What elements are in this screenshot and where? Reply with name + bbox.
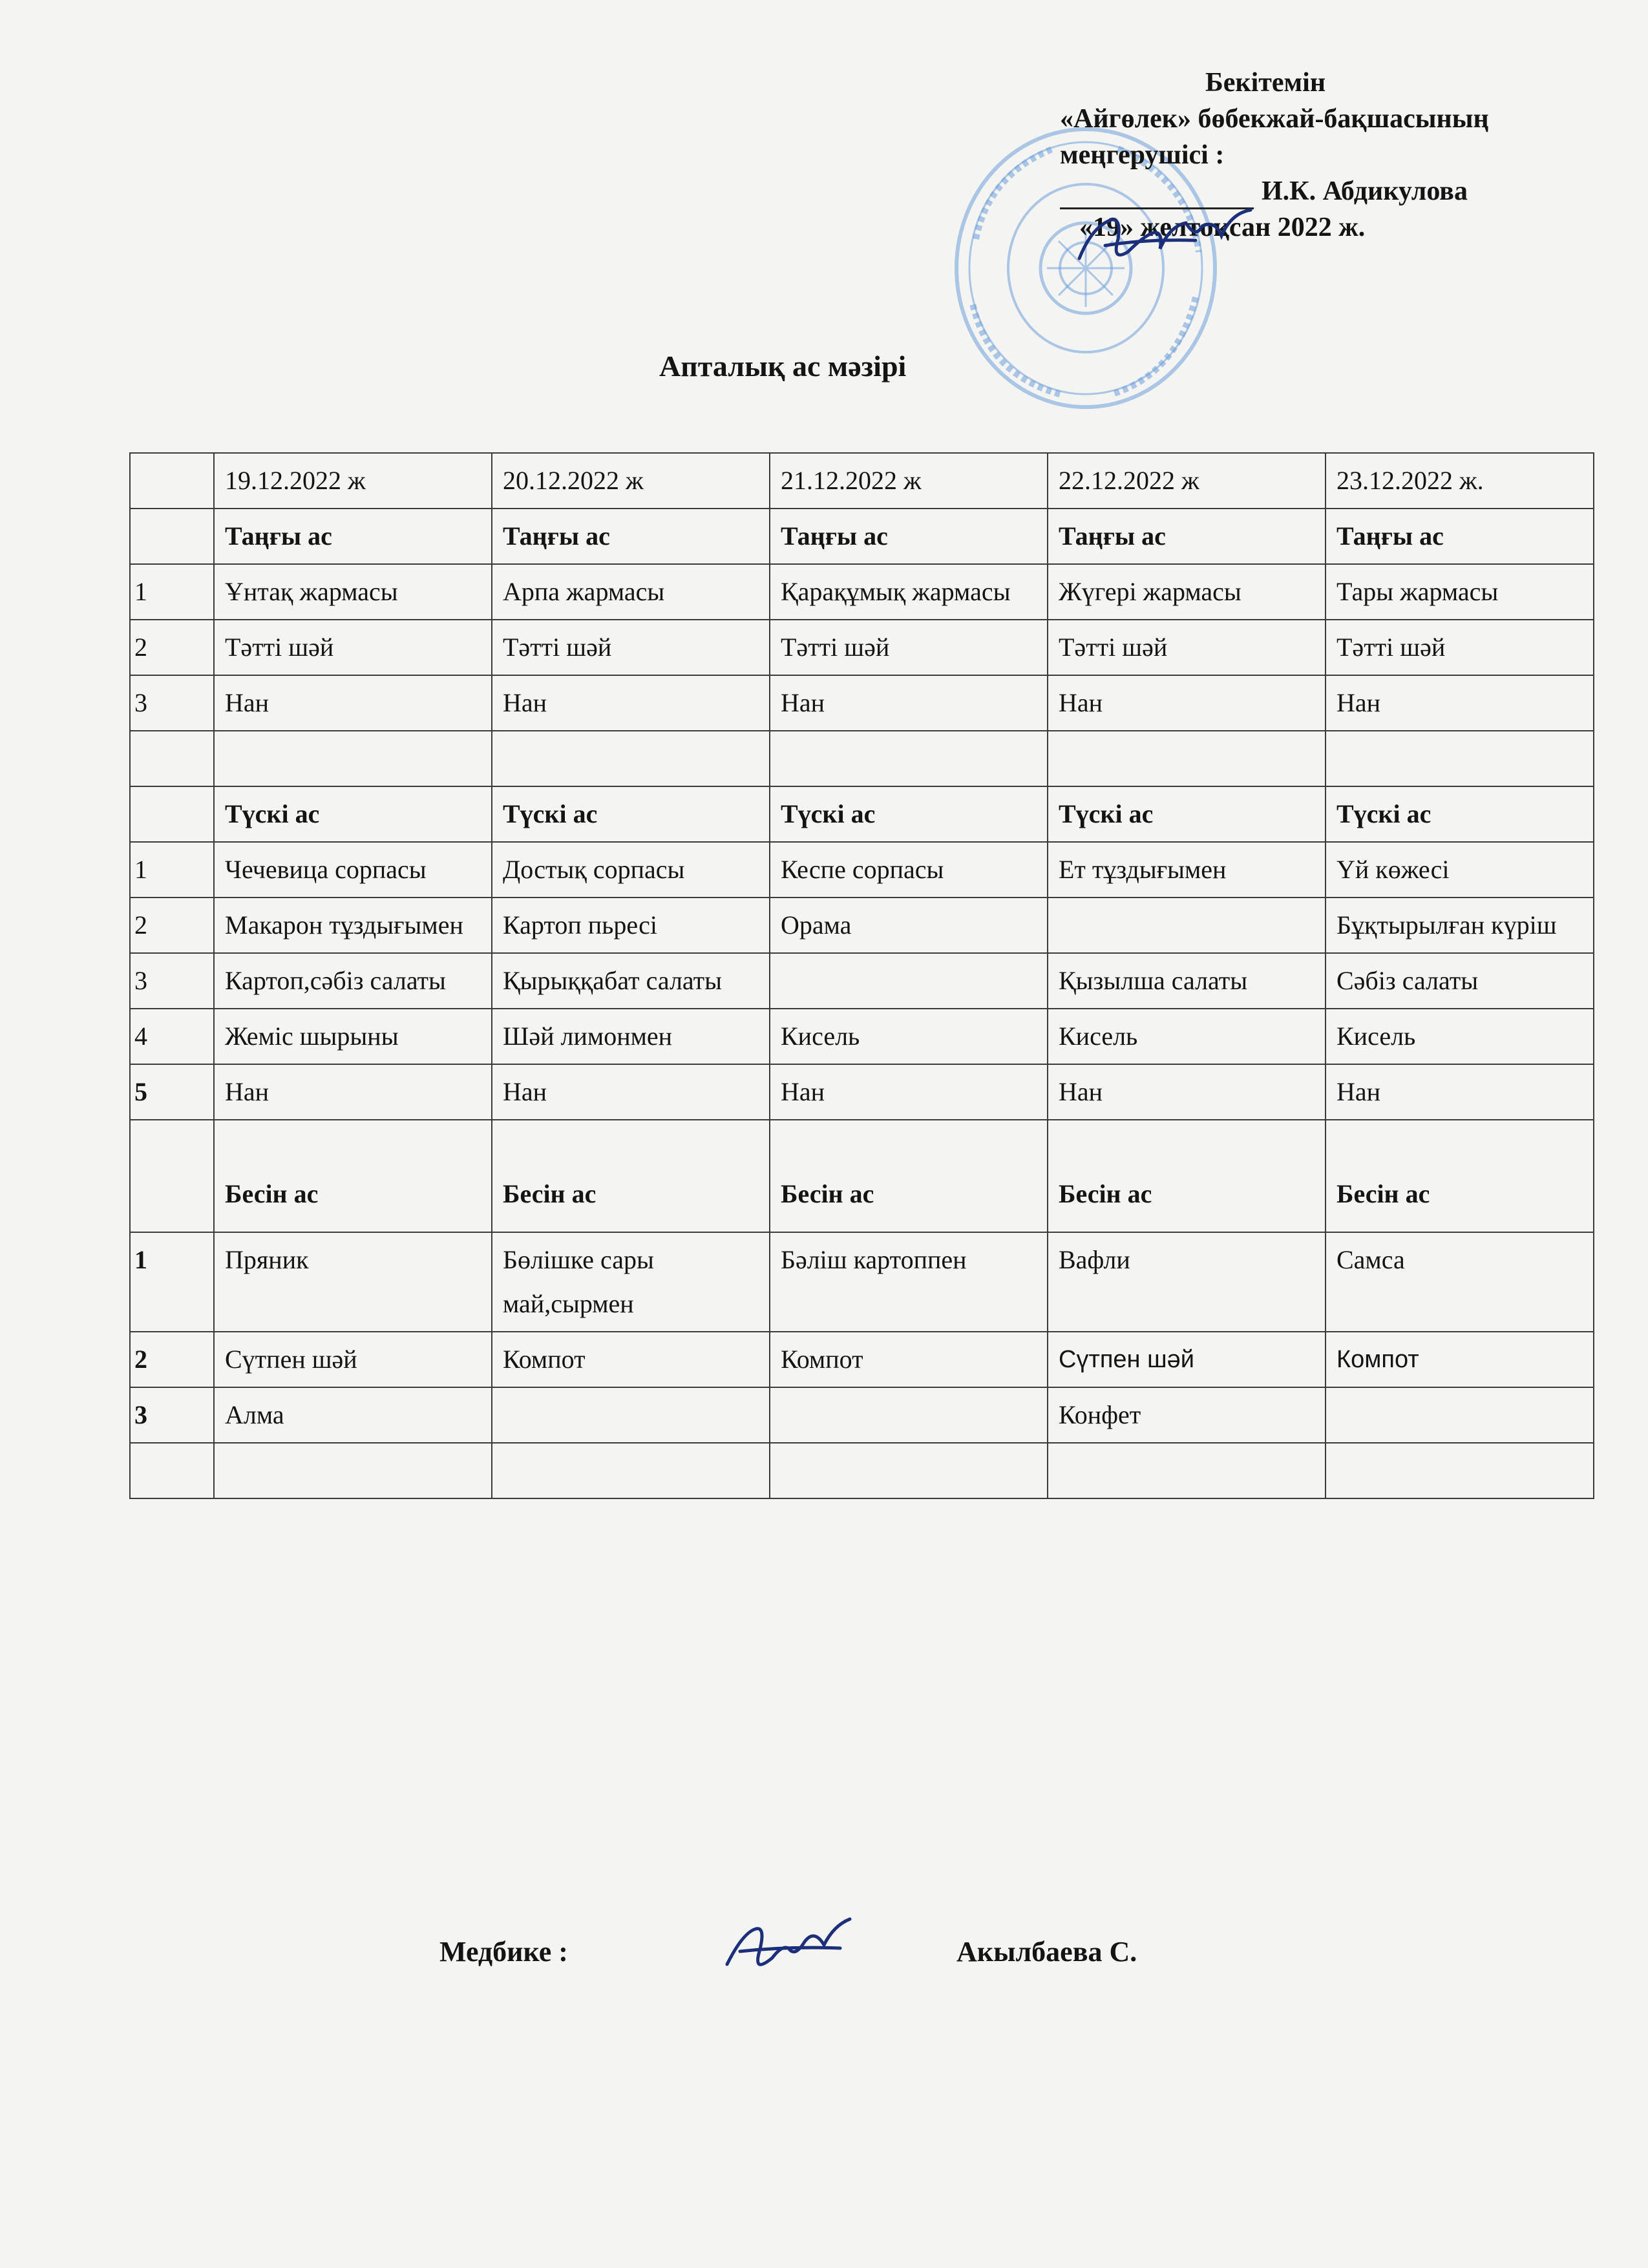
menu-item [770, 953, 1048, 1009]
menu-item: Кисель [770, 1009, 1048, 1064]
menu-item: Кисель [1048, 1009, 1326, 1064]
document-title: Апталық ас мәзірі [659, 350, 907, 383]
menu-item: Ұнтақ жармасы [214, 564, 492, 620]
date-cell: 19.12.2022 ж [214, 453, 492, 509]
nurse-signature-icon [717, 1913, 860, 1984]
row-number: 3 [130, 675, 214, 731]
meal-label: Бесін ас [492, 1120, 770, 1232]
menu-item [770, 1387, 1048, 1443]
menu-item: Кеспе сорпасы [770, 842, 1048, 898]
meal-label: Түскі ас [770, 786, 1048, 842]
table-row [130, 1009, 1594, 1064]
date-cell: 22.12.2022 ж [1048, 453, 1326, 509]
menu-item [1048, 898, 1326, 953]
menu-item: Жүгері жармасы [1048, 564, 1326, 620]
meal-label: Таңғы ас [770, 509, 1048, 564]
menu-item: Сүтпен шәй [1048, 1332, 1326, 1387]
snack-header-row [130, 1120, 1594, 1232]
meal-label: Таңғы ас [214, 509, 492, 564]
row-number: 4 [130, 1009, 214, 1064]
approval-signatory-name: И.К. Абдикулова [1262, 176, 1468, 206]
menu-item: Алма [214, 1387, 492, 1443]
menu-item: Нан [1326, 1064, 1594, 1120]
table-row [130, 1232, 1594, 1332]
nurse-label: Медбике : [439, 1936, 568, 1968]
row-number: 1 [130, 1232, 214, 1332]
menu-item: Қызылша салаты [1048, 953, 1326, 1009]
menu-item [1326, 1387, 1594, 1443]
menu-item: Картоп,сәбіз салаты [214, 953, 492, 1009]
table-row [130, 953, 1594, 1009]
menu-item: Достық сорпасы [492, 842, 770, 898]
date-header-row [130, 453, 1594, 509]
menu-item: Компот [1326, 1332, 1594, 1387]
menu-item: Шәй лимонмен [492, 1009, 770, 1064]
menu-item: Сәбіз салаты [1326, 953, 1594, 1009]
director-signature-icon [1066, 200, 1260, 278]
menu-item: Нан [1326, 675, 1594, 731]
menu-item: Самса [1326, 1232, 1594, 1332]
menu-item: Жеміс шырыны [214, 1009, 492, 1064]
menu-item: Макарон тұздығымен [214, 898, 492, 953]
approval-position: меңгерушісі : [1060, 140, 1225, 170]
row-number: 1 [130, 564, 214, 620]
weekly-menu-table [129, 452, 1594, 1499]
menu-item: Бұқтырылған күріш [1326, 898, 1594, 953]
menu-item: Үй көжесі [1326, 842, 1594, 898]
meal-label: Түскі ас [1048, 786, 1326, 842]
row-number: 2 [130, 1332, 214, 1387]
menu-item: Кисель [1326, 1009, 1594, 1064]
menu-item: Ет тұздығымен [1048, 842, 1326, 898]
row-number: 3 [130, 953, 214, 1009]
menu-item: Арпа жармасы [492, 564, 770, 620]
menu-item: Бөлішке сары май,сырмен [492, 1232, 770, 1332]
menu-item: Нан [214, 675, 492, 731]
menu-item [492, 1387, 770, 1443]
row-number: 1 [130, 842, 214, 898]
meal-label: Таңғы ас [1326, 509, 1594, 564]
table-row [130, 842, 1594, 898]
breakfast-header-row [130, 509, 1594, 564]
nurse-signature-block [439, 1935, 1137, 1968]
table-row [130, 898, 1594, 953]
approval-heading: Бекітемін [1205, 68, 1326, 98]
table-row [130, 675, 1594, 731]
meal-label: Таңғы ас [1048, 509, 1326, 564]
date-cell: 23.12.2022 ж. [1326, 453, 1594, 509]
menu-item: Нан [492, 1064, 770, 1120]
corner-cell [130, 453, 214, 509]
menu-item: Нан [1048, 675, 1326, 731]
table-row [130, 1064, 1594, 1120]
meal-label: Бесін ас [214, 1120, 492, 1232]
table-row [130, 564, 1594, 620]
meal-label: Бесін ас [1048, 1120, 1326, 1232]
row-number: 3 [130, 1387, 214, 1443]
approval-date: «19» желтоқсан 2022 ж. [1079, 213, 1366, 242]
menu-item: Нан [492, 675, 770, 731]
menu-item: Тәтті шәй [492, 620, 770, 675]
meal-label: Бесін ас [770, 1120, 1048, 1232]
menu-item: Чечевица сорпасы [214, 842, 492, 898]
empty-row [130, 1443, 1594, 1498]
menu-item: Бәліш картоппен [770, 1232, 1048, 1332]
table-row [130, 620, 1594, 675]
row-number: 5 [130, 1064, 214, 1120]
table-row [130, 1387, 1594, 1443]
empty-row [130, 731, 1594, 786]
meal-label: Таңғы ас [492, 509, 770, 564]
meal-label: Бесін ас [1326, 1120, 1594, 1232]
menu-item: Нан [770, 675, 1048, 731]
meal-label: Түскі ас [214, 786, 492, 842]
menu-item: Сүтпен шәй [214, 1332, 492, 1387]
menu-item: Тәтті шәй [1326, 620, 1594, 675]
approval-org: «Айгөлек» бөбекжай-бақшасының [1060, 104, 1489, 134]
meal-label: Түскі ас [1326, 786, 1594, 842]
nurse-name: Акылбаева С. [956, 1936, 1137, 1968]
menu-item: Қырыққабат салаты [492, 953, 770, 1009]
menu-item: Компот [492, 1332, 770, 1387]
menu-item: Вафли [1048, 1232, 1326, 1332]
date-cell: 20.12.2022 ж [492, 453, 770, 509]
menu-item: Орама [770, 898, 1048, 953]
menu-item: Тәтті шәй [1048, 620, 1326, 675]
menu-item: Тәтті шәй [214, 620, 492, 675]
menu-item: Компот [770, 1332, 1048, 1387]
row-number: 2 [130, 620, 214, 675]
row-number: 2 [130, 898, 214, 953]
menu-item: Нан [1048, 1064, 1326, 1120]
lunch-header-row [130, 786, 1594, 842]
date-cell: 21.12.2022 ж [770, 453, 1048, 509]
menu-item: Нан [214, 1064, 492, 1120]
menu-item: Картоп пьресі [492, 898, 770, 953]
meal-label: Түскі ас [492, 786, 770, 842]
table-row [130, 1332, 1594, 1387]
menu-item: Конфет [1048, 1387, 1326, 1443]
menu-item: Тары жармасы [1326, 564, 1594, 620]
menu-item: Тәтті шәй [770, 620, 1048, 675]
menu-item: Қарақұмық жармасы [770, 564, 1048, 620]
menu-item: Пряник [214, 1232, 492, 1332]
menu-item: Нан [770, 1064, 1048, 1120]
